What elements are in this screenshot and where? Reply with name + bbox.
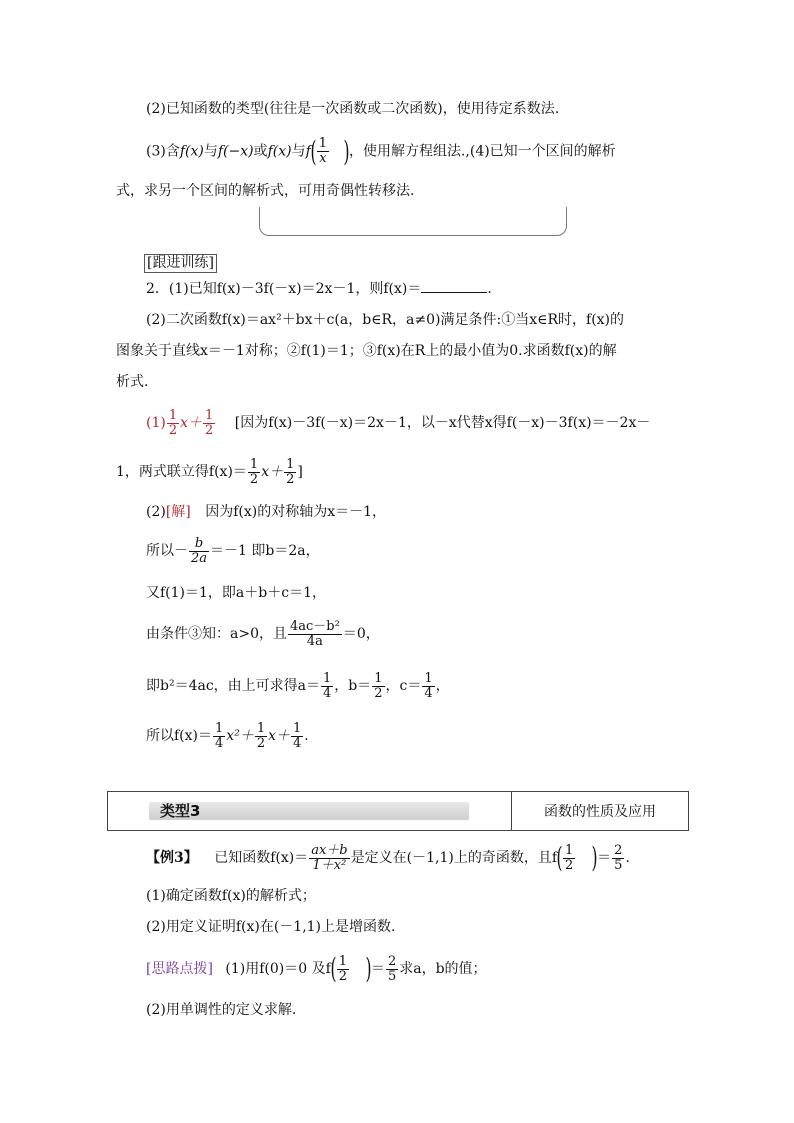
method-line-3: (3)含f(x)与f(−x)或f(x)与f( $\frac{1}{x}$ )，使用解方程组法.,(4)已知一个区间的解析 [146, 134, 616, 168]
hint-line2: (2)用单调性的定义求解. [146, 1002, 297, 1018]
answer2-fraction-coef3: $\frac{1}{4}$ [293, 720, 302, 751]
type3-label: 类型3 [160, 802, 201, 820]
answer2-line1: (2)[解] 因为f(x)的对称轴为x＝－1， [146, 504, 387, 520]
answer1-fraction-b: $\frac{1}{2}$ [205, 407, 214, 438]
answer1-fraction-d: $\frac{1}{2}$ [286, 456, 295, 487]
hint-half-fraction: $\frac{1}{2}$ [338, 953, 347, 984]
hint-line1: [思路点拨] (1)用f(0)＝0 及f( $\frac{1}{2}$ )＝ $\frac{2}{5}$ 求a，b的值； [146, 952, 487, 985]
answer1-fraction-c: $\frac{1}{2}$ [249, 456, 259, 487]
training-q2-1: 2．(1)已知f(x)－3f(－x)＝2x－1，则f(x)＝ . [146, 281, 492, 297]
example3-statement: 【例3】 已知函数f(x)＝ $\frac{ax+b}{\text{1＋x²}}$ 是定义在(－1,1)上的奇函数，且f( $\frac{1}{2}$ )＝ $\frac{2}{5}$ . [146, 841, 630, 874]
example3-half-fraction: $\frac{1}{2}$ [564, 842, 574, 873]
answer1-line2: 1，两式联立得f(x)＝ $\frac{1}{2}$ x＋ $\frac{1}{2}$ ] [116, 456, 303, 487]
answer2-line6: 所以f(x)＝ $\frac{1}{4}$ x²＋ $\frac{1}{2}$ x＋ $\frac{1}{4}$ . [146, 720, 309, 751]
answer2-fraction-a: $\frac{1}{4}$ [323, 670, 332, 701]
fraction-1-over-x: $\frac{1}{x}$ [318, 136, 328, 166]
answer2-fraction-coef1: $\frac{1}{4}$ [215, 720, 224, 751]
example3-q1: (1)确定函数f(x)的解析式； [146, 888, 316, 904]
bracket-divider [259, 207, 567, 236]
answer2-line5: 即b²＝4ac，由上可求得a＝ $\frac{1}{4}$ ，b＝ $\frac{1}{2}$ ，c＝ $\frac{1}{4}$ ， [146, 670, 450, 701]
answer-blank [421, 280, 487, 293]
type3-title: 函数的性质及应用 [544, 804, 656, 820]
answer2-line4: 由条件③知：a>0，且 $\frac{\text{4ac－b²}}{4a}$ ＝0， [146, 618, 380, 649]
training-q2-2-line1: (2)二次函数f(x)＝ax²＋bx＋c(a，b∈R，a≠0)满足条件:①当x∈R时，f(x)的 [146, 312, 625, 328]
example3-value-fraction: $\frac{2}{5}$ [614, 842, 623, 873]
answer2-line3: 又f(1)＝1，即a＋b＋c＝1， [146, 585, 326, 601]
method-line-2: (2)已知函数的类型(往往是一次函数或二次函数)，使用待定系数法. [146, 101, 560, 117]
answer2-fraction-coef2: $\frac{1}{2}$ [256, 720, 266, 751]
training-q2-2-line3: 析式. [116, 374, 149, 390]
type3-left-cell [108, 792, 512, 830]
answer2-fraction-c: $\frac{1}{4}$ [424, 670, 433, 701]
answer2-fraction-discriminant: $\frac{\text{4ac－b²}}{4a}$ [289, 618, 340, 649]
method-line-4: 式，求另一个区间的解析式，可用奇偶性转移法. [116, 183, 415, 199]
example3-q2: (2)用定义证明f(x)在(－1,1)上是增函数. [146, 919, 396, 935]
answer2-line2: 所以－ $\frac{b}{2a}$ ＝－1 即b＝2a， [146, 535, 320, 566]
example3-function-fraction: $\frac{ax+b}{\text{1＋x²}}$ [311, 842, 348, 873]
answer1-line1: (1) $\frac{1}{2}$ x＋ $\frac{1}{2}$ [因为f(x)－3f(－x)＝2x－1，以－x代替x得f(－x)－3f(x)＝－2x－ [146, 407, 651, 438]
paren-open: ( [310, 134, 317, 168]
type3-header [107, 791, 689, 831]
answer1-fraction-a: $\frac{1}{2}$ [168, 407, 178, 438]
training-q2-2-line2: 图象关于直线x＝－1对称；②f(1)＝1；③f(x)在R上的最小值为0.求函数f(x)的解 [116, 343, 617, 359]
training-label: [跟进训练] [144, 254, 217, 273]
answer2-fraction-b: $\frac{1}{2}$ [374, 670, 383, 701]
answer2-fraction-b-2a: $\frac{b}{2a}$ [191, 535, 208, 566]
paren-close: ) [343, 134, 350, 168]
hint-value-fraction: $\frac{2}{5}$ [387, 953, 397, 984]
